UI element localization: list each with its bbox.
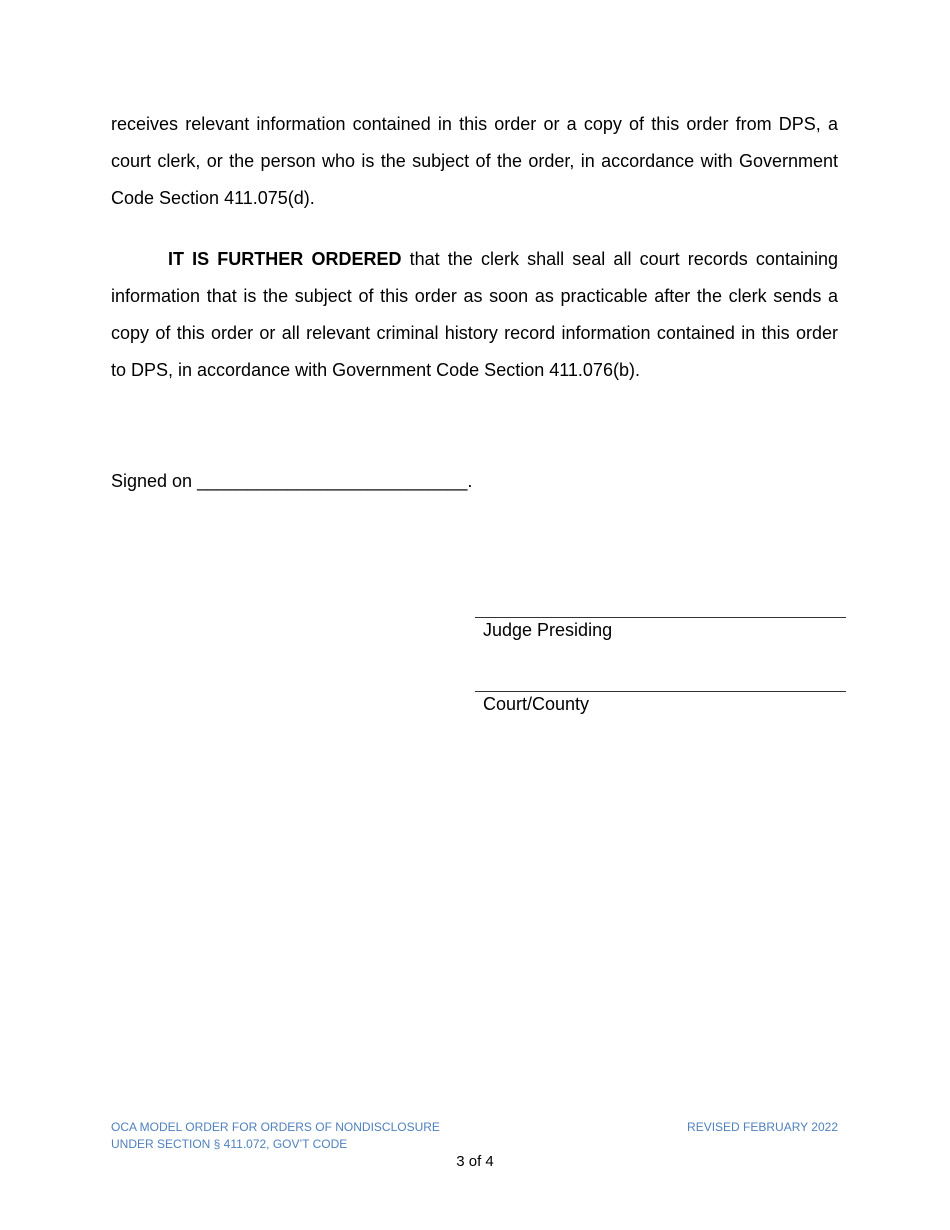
footer-left-line1: OCA MODEL ORDER FOR ORDERS OF NONDISCLOSURE (111, 1120, 440, 1134)
footer-revised-date: REVISED FEBRUARY 2022 (687, 1120, 838, 1134)
further-ordered-heading: IT IS FURTHER ORDERED (168, 249, 402, 269)
court-county-label: Court/County (483, 694, 590, 714)
further-ordered-text: that the clerk shall seal all court records containing information that is the subject of this order as soon as practicable after the clerk sends a copy of this order or all relevant criminal history record information contained in this order to DPS, in accordance with Government Code Section 411.076(b). (111, 249, 838, 380)
judge-presiding-label: Judge Presiding (483, 620, 613, 640)
footer-left-line2: UNDER SECTION § 411.072, GOV’T CODE (111, 1137, 348, 1151)
page-number: 3 of 4 (456, 1153, 494, 1170)
signed-on-line: Signed on ___________________________. (111, 471, 473, 491)
further-ordered-paragraph (111, 241, 838, 389)
paragraph-continuation: receives relevant information contained in this order or a copy of this order from DPS, a court clerk, or the person who is the subject of the order, in accordance with Government Code Section 411.075(d). (111, 114, 838, 208)
footer-left (111, 1119, 440, 1153)
